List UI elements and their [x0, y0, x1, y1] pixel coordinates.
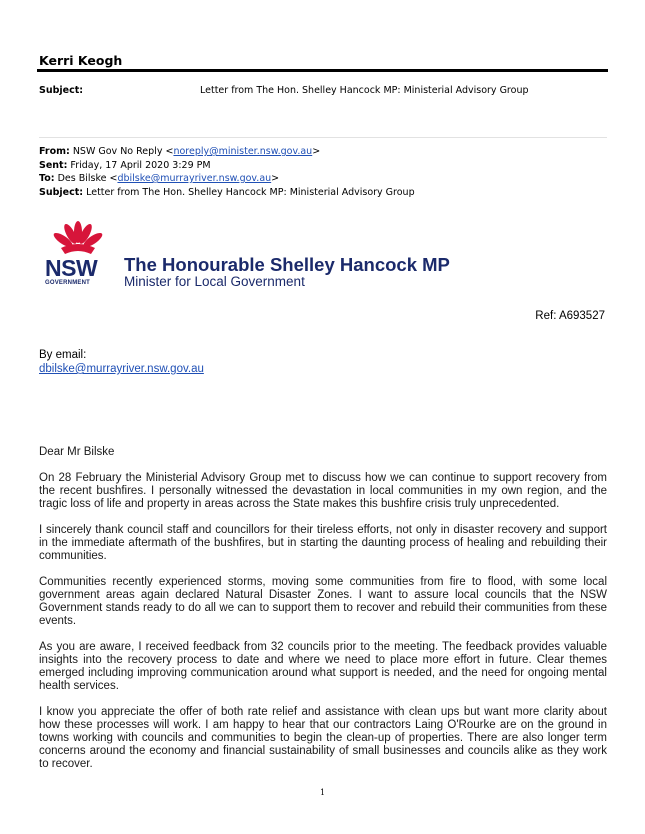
from-label: From:	[39, 146, 70, 157]
recipient-email-link[interactable]: dbilske@murrayriver.nsw.gov.au	[39, 363, 204, 375]
letter-body	[39, 446, 607, 784]
to-name: Des Bilske <	[57, 173, 118, 184]
subject-value: Letter from The Hon. Shelley Hancock MP: Ministerial Advisory Group	[200, 85, 529, 96]
subject2-value: Letter from The Hon. Shelley Hancock MP: Ministerial Advisory Group	[86, 186, 415, 198]
minister-title: Minister for Local Government	[124, 274, 305, 289]
sent-line	[39, 159, 415, 173]
to-label: To:	[39, 173, 55, 184]
sender-name: Kerri Keogh	[39, 53, 123, 68]
salutation: Dear Mr Bilske	[39, 446, 115, 458]
divider	[39, 137, 607, 138]
from-line	[39, 145, 415, 159]
subject2-line	[39, 186, 415, 200]
paragraph: I know you appreciate the offer of both rate relief and assistance with clean ups but want more clarity about how these processes will work. I am happy to hear that our contractors Laing O'Rourke are on the ground in towns working with councils and communities to begin the clean-up of properties. There are also longer term concerns around the economy and financial sustainability of small businesses and councils alike as they work to recover.	[39, 706, 607, 770]
paragraph: Communities recently experienced storms, moving some communities from fire to flood, with some local government areas again declared Natural Disaster Zones. I want to assure local councils that the NSW Government stands ready to do all we can to support them to recover and rebuild their communities from these events.	[39, 576, 607, 627]
paragraph: I sincerely thank council staff and councillors for their tireless efforts, not only in disaster recovery and support in the immediate aftermath of the bushfires, but in starting the daunting process of healing and rebuilding their communities.	[39, 524, 607, 562]
government-logo-text: GOVERNMENT	[45, 280, 91, 286]
reference-number: Ref: A693527	[535, 310, 605, 322]
paragraph: On 28 February the Ministerial Advisory Group met to discuss how we can continue to support recovery from the recent bushfires. I personally witnessed the devastation in local communities in my own region, and the tragic loss of life and property in areas across the State makes this bushfire crisis truly unprecedented.	[39, 472, 607, 510]
recipient-block	[39, 348, 204, 376]
from-email-link[interactable]: noreply@minister.nsw.gov.au	[173, 146, 313, 157]
from-name: NSW Gov No Reply <	[72, 146, 174, 157]
subject2-label: Subject:	[39, 186, 84, 198]
nsw-logo-text: NSW	[45, 255, 98, 281]
to-email-link[interactable]: dbilske@murrayriver.nsw.gov.au	[117, 173, 272, 184]
email-headers	[39, 145, 415, 199]
sent-label: Sent:	[39, 159, 68, 171]
by-email-label: By email:	[39, 349, 87, 361]
page-number: 1	[319, 788, 326, 797]
from-close: >	[312, 146, 321, 157]
subject-label: Subject:	[39, 85, 84, 96]
to-close: >	[271, 173, 280, 184]
header-rule	[37, 69, 608, 72]
to-line	[39, 172, 415, 186]
sent-value: Friday, 17 April 2020 3:29 PM	[70, 159, 211, 171]
minister-name: The Honourable Shelley Hancock MP	[124, 254, 450, 275]
paragraph: As you are aware, I received feedback from 32 councils prior to the meeting. The feedback provides valuable insights into the recovery process to date and where we need to place more effort in future. Clear themes emerged including improving communication around what support is needed, and the need for ongoing mental health services.	[39, 641, 607, 692]
